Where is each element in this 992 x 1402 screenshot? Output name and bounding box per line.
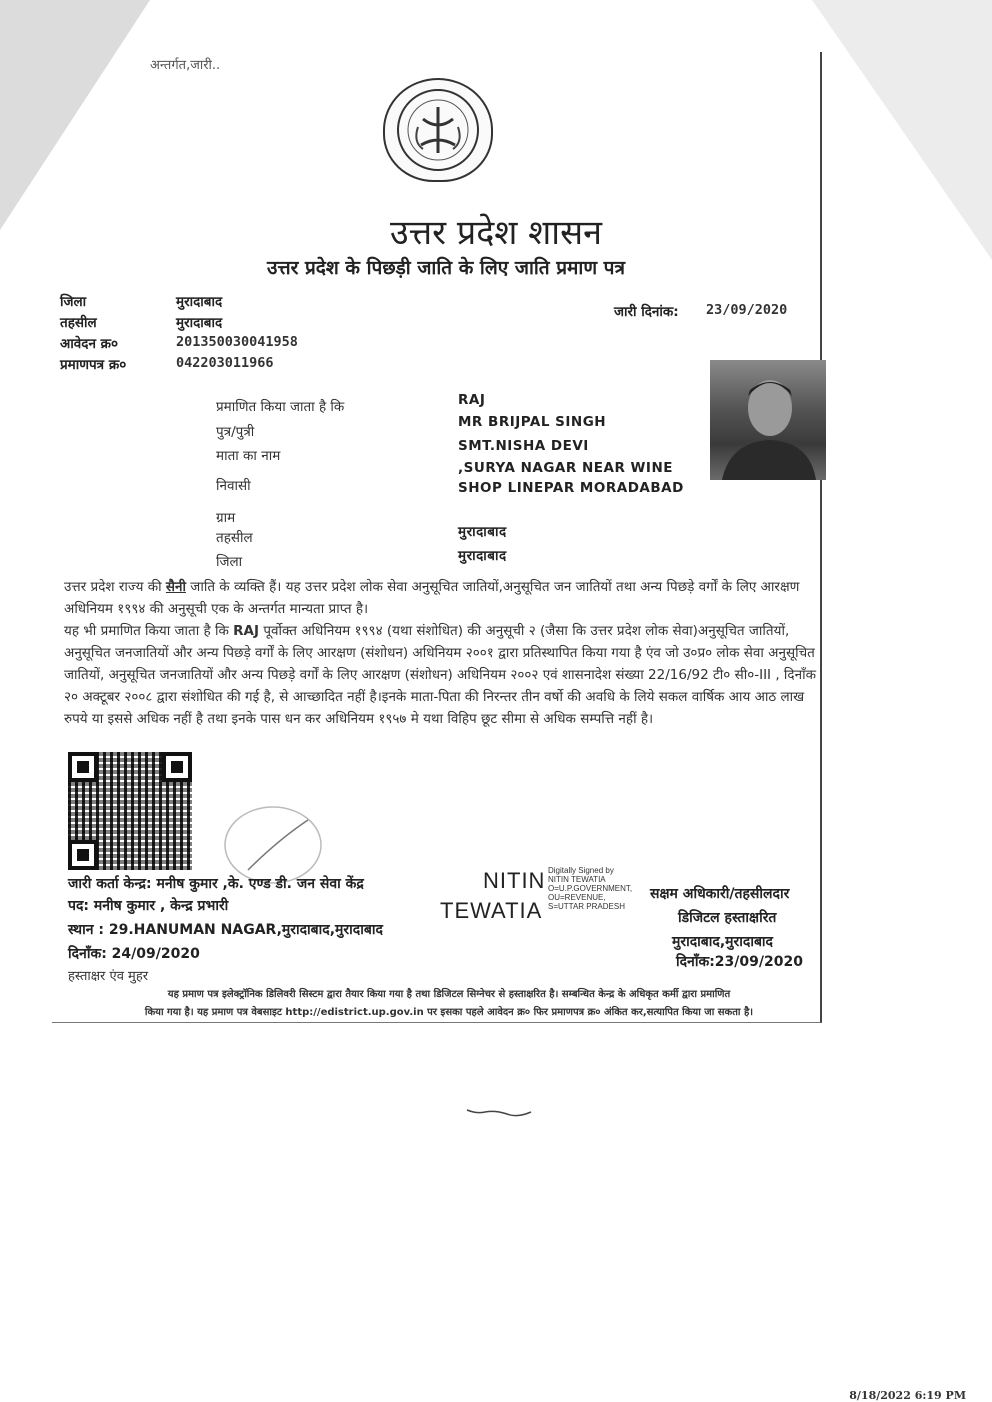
- district-value: मुरादाबाद: [176, 294, 223, 310]
- field-label-tehsil: तहसील: [216, 530, 253, 546]
- application-value: 201350030041958: [176, 334, 298, 350]
- issuer-sign-label: हस्ताक्षर एंव मुहर: [68, 969, 149, 984]
- stray-pen-mark: [465, 1100, 535, 1124]
- caste-name: सैनी: [165, 579, 187, 595]
- digital-signature-details: [548, 866, 632, 911]
- field-label-certified: प्रमाणित किया जाता है कि: [216, 399, 345, 415]
- field-value-mother: SMT.NISHA DEVI: [458, 438, 589, 454]
- sig-detail-4: OU=REVENUE,: [548, 893, 606, 902]
- issue-date-label: जारी दिनांक:: [614, 304, 679, 320]
- authority-signed: डिजिटल हस्ताक्षरित: [678, 910, 777, 926]
- authority-title: सक्षम अधिकारी/तहसीलदार: [650, 886, 790, 902]
- page-title: उत्तर प्रदेश शासन: [390, 213, 602, 253]
- footer-note-1: यह प्रमाण पत्र इलेक्ट्रॉनिक डिलिवरी सिस्टम द्वारा तैयार किया गया है तथा डिजिटल सिग्नेचर से हस्ताक्षरित है। सम्बन्धित केन्द्र के अधिकृत कर्मी द्वारा प्रमाणित: [167, 989, 731, 1000]
- field-label-district: जिला: [216, 554, 243, 570]
- authority-place: मुरादाबाद,मुरादाबाद: [672, 934, 773, 950]
- issuer-place: स्थान : 29.HANUMAN NAGAR,मुरादाबाद,मुरादाबाद: [68, 922, 383, 938]
- issuer-center: जारी कर्ता केन्द्र: मनीष कुमार ,के. एण्ड डी. जन सेवा केंद्र: [68, 876, 364, 892]
- issue-date-value: 23/09/2020: [706, 302, 788, 318]
- emblem-icon: [393, 87, 483, 173]
- application-label: आवेदन क्र०: [60, 336, 119, 352]
- certificate-subtitle: उत्तर प्रदेश के पिछड़ी जाति के लिए जाति प्रमाण पत्र: [267, 257, 625, 279]
- sig-detail-3: O=U.P.GOVERNMENT,: [548, 884, 633, 893]
- sig-detail-2: NITIN TEWATIA: [548, 875, 606, 884]
- header-note: अन्तर्गत,जारी..: [150, 58, 221, 73]
- para1-start: उत्तर प्रदेश राज्य की: [64, 579, 166, 595]
- person-icon: [710, 360, 826, 480]
- para2-start: यह भी प्रमाणित किया जाता है कि: [64, 623, 234, 639]
- field-label-residence: निवासी: [216, 478, 251, 494]
- digital-signer-name-1: NITIN: [483, 868, 546, 893]
- district-label: जिला: [60, 294, 87, 310]
- applicant-name-inline: RAJ: [233, 623, 260, 639]
- issuer-post: पद: मनीष कुमार , केन्द्र प्रभारी: [68, 898, 229, 914]
- certificate-paragraph-1: [64, 576, 830, 620]
- scan-timestamp: 8/18/2022 6:19 PM: [849, 1389, 966, 1402]
- tehsil-label: तहसील: [60, 315, 97, 331]
- qr-finder-top-right: [162, 752, 192, 782]
- qr-finder-bottom-left: [68, 840, 98, 870]
- field-value-district: मुरादाबाद: [458, 548, 507, 564]
- digital-signer-name-2: TEWATIA: [440, 898, 543, 923]
- footer-note-2: किया गया है। यह प्रमाण पत्र वेबसाइट http://edistrict.up.gov.in पर इसका पहले आवेदन क्र० फिर प्रमाणपत्र क्र० अंकित कर,सत्यापित किया जा सकता है।: [144, 1007, 754, 1018]
- field-value-name: RAJ: [458, 392, 486, 408]
- field-value-father: MR BRIJPAL SINGH: [458, 414, 607, 430]
- applicant-photo: [710, 360, 826, 480]
- certificate-paragraph-2: [64, 620, 830, 730]
- para1-end: जाति के व्यक्ति हैं। यह उत्तर प्रदेश लोक सेवा अनुसूचित जातियों,अनुसूचित जन जातियों तथा अन्य पिछड़े वर्गों के लिए आरक्षण अधिनियम १९९४ की अनुसूची एक के अन्तर्गत मान्यता प्राप्त है।: [64, 579, 800, 617]
- certificate-number-label: प्रमाणपत्र क्र०: [60, 357, 127, 373]
- para2-end: पूर्वोक्त अधिनियम १९९४ (यथा संशोधित) की अनुसूची २ (जैसा कि उत्तर प्रदेश लोक सेवा)अनुसूचित जातियों, अनुसूचित जनजातियों और अन्य पिछड़े वर्गों के लिए आरक्षण (संशोधन) अधिनियम २००१ द्वारा प्रतिस्थापित किया गया है एंव जो उ०प्र० लोक सेवा अनुसूचित जातियों, अनुसूचित जनजातियों और अन्य पिछड़े वर्गों के लिए आरक्षण (संशोधन) अधिनियम २००२ एवं शासनादेश संख्या 22/16/92 टी० सी०-III , दिनाँक २० अक्टूबर २००८ द्वारा संशोधित की गई है, से आच्छादित नहीं है।इनके माता-पिता की निरन्तर तीन वर्षो की अवधि के लिये सकल वार्षिक आय आठ लाख रुपये या इससे अधिक नहीं है तथा इनके पास धन कर अधिनियम १९५७ मे यथा विहिप छूट सीमा से अधिक सम्पत्ति नहीं है।: [64, 623, 816, 727]
- up-government-emblem: [383, 78, 493, 182]
- sig-detail-5: S=UTTAR PRADESH: [548, 902, 625, 911]
- field-label-village: ग्राम: [216, 510, 236, 526]
- issuer-date: दिनाँक: 24/09/2020: [68, 946, 200, 962]
- field-value-tehsil: मुरादाबाद: [458, 524, 507, 540]
- certificate-number-value: 042203011966: [176, 355, 274, 371]
- authority-date: दिनाँक:23/09/2020: [676, 954, 803, 970]
- field-label-father: पुत्र/पुत्री: [216, 424, 255, 440]
- tehsil-value: मुरादाबाद: [176, 315, 223, 331]
- sig-detail-1: Digitally Signed by: [548, 866, 614, 875]
- field-value-residence: ,SURYA NAGAR NEAR WINE SHOP LINEPAR MORADABAD: [458, 460, 684, 496]
- field-label-mother: माता का नाम: [216, 448, 281, 464]
- qr-finder-top-left: [68, 752, 98, 782]
- qr-code: [68, 752, 192, 870]
